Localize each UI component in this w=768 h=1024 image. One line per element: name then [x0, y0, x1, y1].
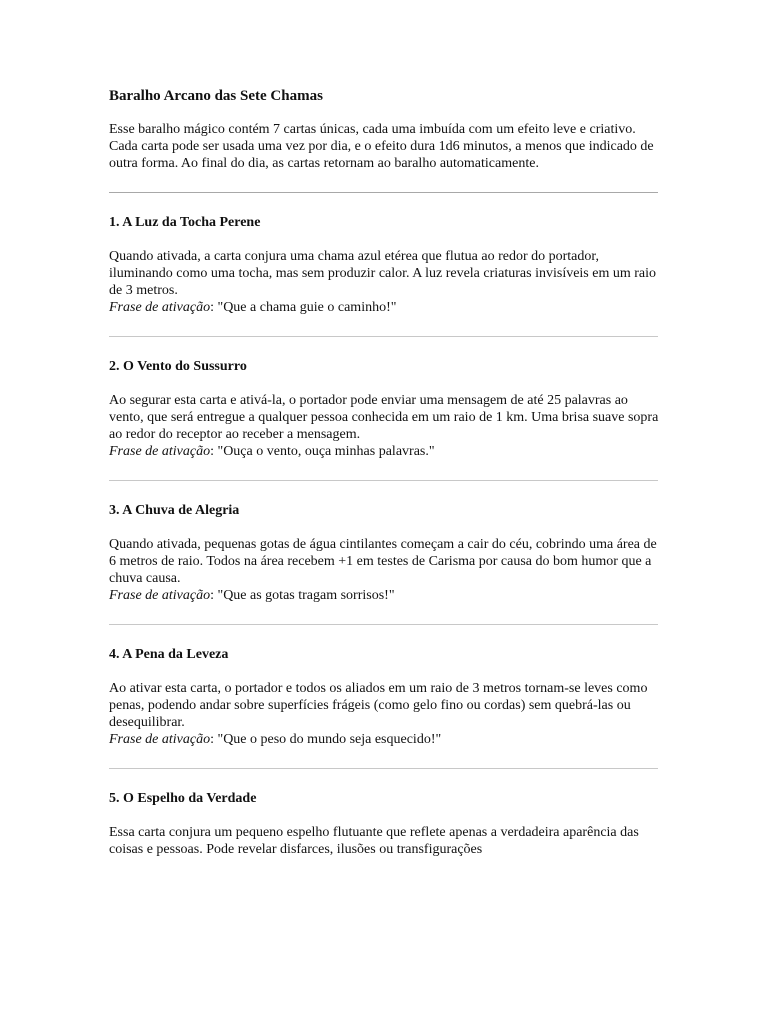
card-title: 5. O Espelho da Verdade [109, 791, 257, 806]
card-section-5 [109, 769, 661, 878]
activation-phrase-text: : "Ouça o vento, ouça minhas palavras." [210, 444, 435, 459]
card-section-1 [109, 193, 661, 336]
card-title: 2. O Vento do Sussurro [109, 359, 247, 374]
card-title: 3. A Chuva de Alegria [109, 503, 240, 518]
card-description: Ao segurar esta carta e ativá-la, o portador pode enviar uma mensagem de até 25 palavras ao vento, que será entregue a qualquer pessoa conhecida em um raio de 1 km. Uma brisa suave sopra ao redor do receptor ao receber a mensagem. [109, 393, 659, 442]
document-page [109, 86, 661, 878]
intro-paragraph: Esse baralho mágico contém 7 cartas únicas, cada uma imbuída com um efeito leve e criativo. Cada carta pode ser usada uma vez por dia, e o efeito dura 1d6 minutos, a menos que indicado de outra forma. Ao final do dia, as cartas retornam ao baralho automaticamente. [109, 122, 654, 171]
card-description: Ao ativar esta carta, o portador e todos os aliados em um raio de 3 metros tornam-se leves como penas, podendo andar sobre superfícies frágeis (como gelo fino ou cordas) sem quebrá-las ou desequilibrar. [109, 681, 648, 730]
card-section-3 [109, 481, 661, 624]
activation-phrase-label: Frase de ativação [109, 300, 211, 315]
activation-phrase-label: Frase de ativação [109, 444, 211, 459]
activation-phrase-label: Frase de ativação [109, 588, 211, 603]
activation-phrase-text: : "Que a chama guie o caminho!" [210, 300, 397, 315]
activation-phrase [109, 443, 661, 460]
card-section-2 [109, 337, 661, 480]
card-description: Quando ativada, a carta conjura uma chama azul etérea que flutua ao redor do portador, iluminando como uma tocha, mas sem produzir calor. A luz revela criaturas invisíveis em um raio de 3 metros. [109, 249, 657, 298]
card-title: 4. A Pena da Leveza [109, 647, 229, 662]
activation-phrase [109, 731, 661, 748]
card-section-4 [109, 625, 661, 768]
activation-phrase [109, 299, 661, 316]
document-title: Baralho Arcano das Sete Chamas [109, 88, 323, 104]
card-description: Quando ativada, pequenas gotas de água cintilantes começam a cair do céu, cobrindo uma área de 6 metros de raio. Todos na área recebem +1 em testes de Carisma por causa do bom humor que a chuva causa. [109, 537, 657, 586]
activation-phrase [109, 587, 661, 604]
card-title: 1. A Luz da Tocha Perene [109, 215, 261, 230]
card-description: Essa carta conjura um pequeno espelho flutuante que reflete apenas a verdadeira aparência das coisas e pessoas. Pode revelar disfarces, ilusões ou transfigurações [109, 825, 639, 857]
activation-phrase-label: Frase de ativação [109, 732, 211, 747]
activation-phrase-text: : "Que o peso do mundo seja esquecido!" [210, 732, 442, 747]
activation-phrase-text: : "Que as gotas tragam sorrisos!" [210, 588, 395, 603]
